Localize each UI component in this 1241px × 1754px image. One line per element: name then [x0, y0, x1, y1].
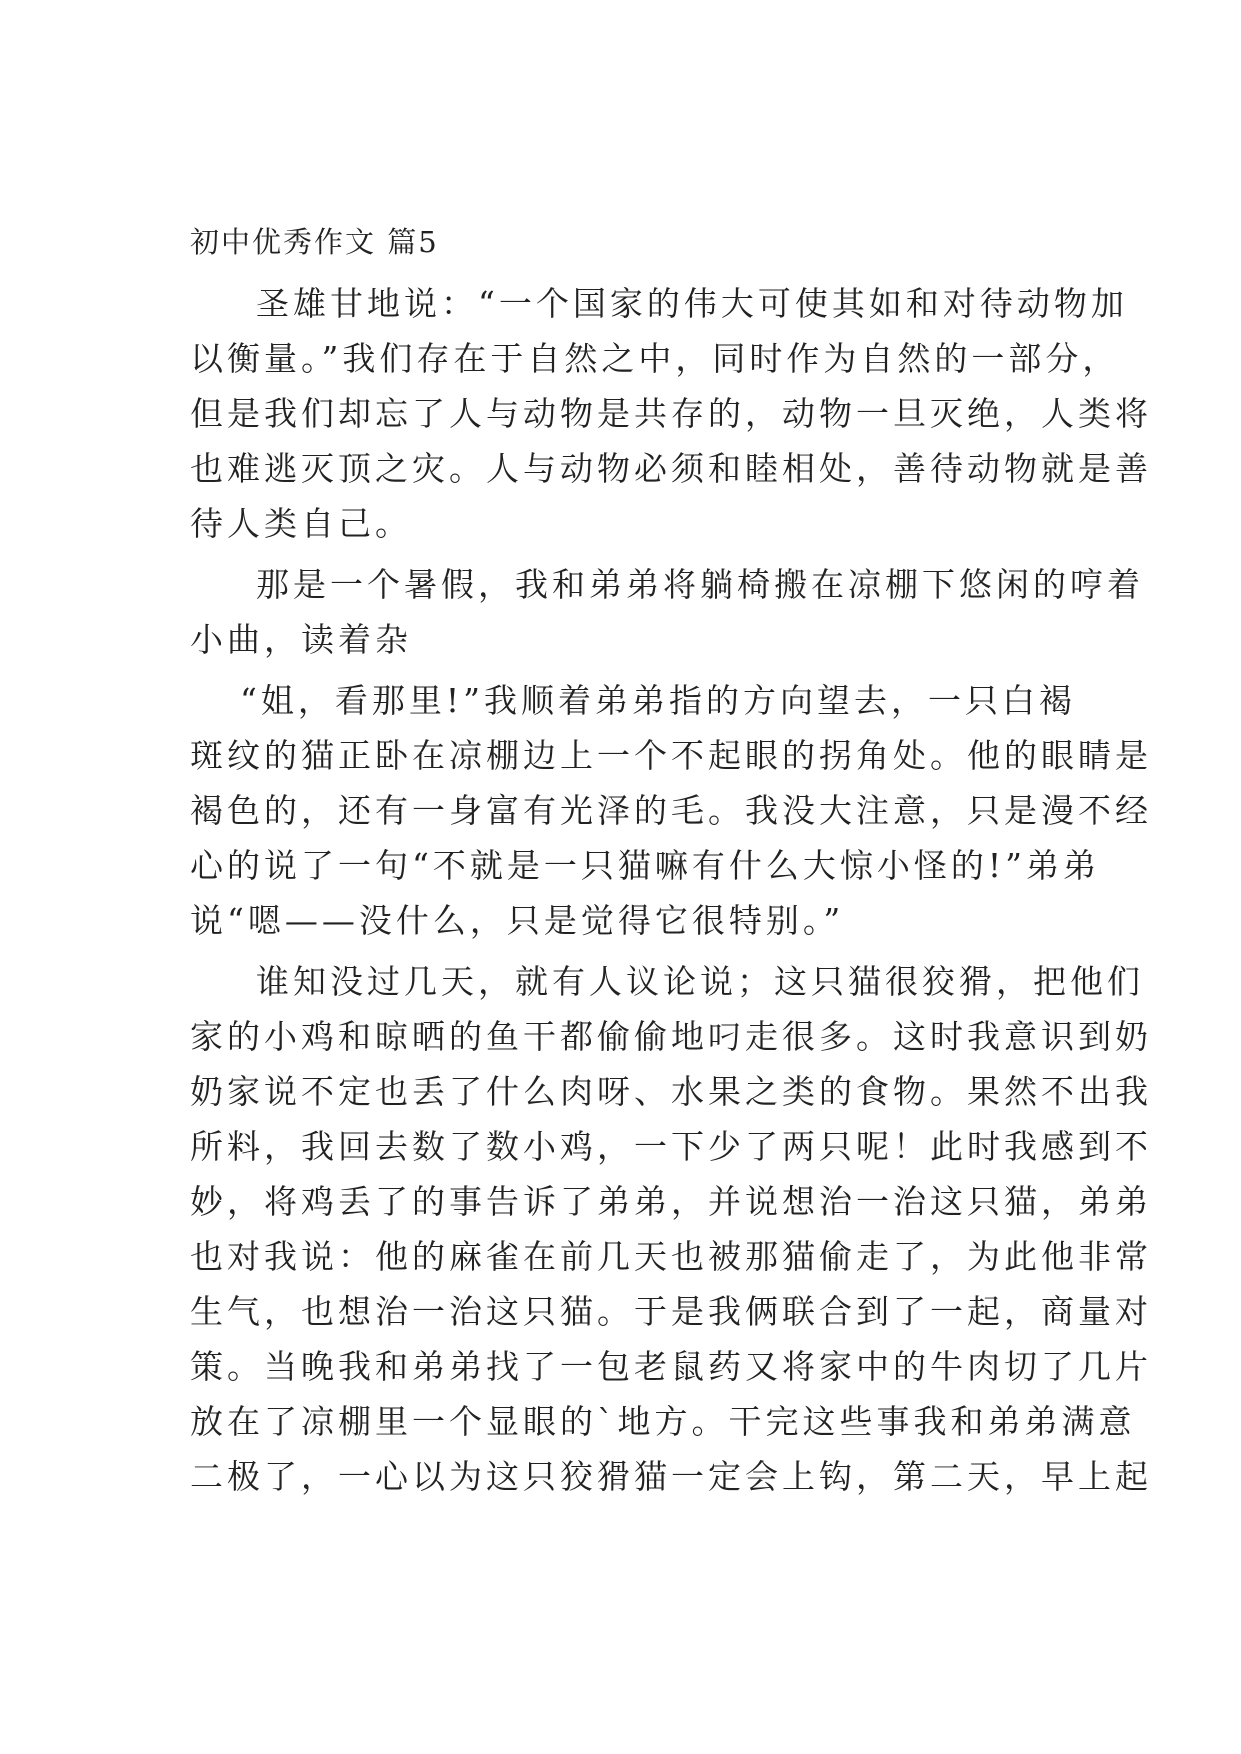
paragraph-line: 谁知没过几天，就有人议论说；这只猫很狡猾，把他们 — [256, 962, 1144, 1001]
paragraph-line: 心的说了一句“不就是一只猫嘛有什么大惊小怪的!”弟弟 — [190, 846, 1101, 885]
paragraph-line: 那是一个暑假，我和弟弟将躺椅搬在凉棚下悠闲的哼着 — [256, 565, 1144, 604]
paragraph-line: 也难逃灭顶之灾。人与动物必须和睦相处，善待动物就是善 — [190, 449, 1152, 488]
paragraph-line: “姐，看那里!”我顺着弟弟指的方向望去，一只白褐 — [240, 681, 1077, 720]
paragraph-line: 小曲，读着杂 — [190, 620, 412, 659]
paragraph-line: 圣雄甘地说：“一个国家的伟大可使其如和对待动物加 — [256, 284, 1128, 323]
paragraph-line: 待人类自己。 — [190, 504, 412, 543]
paragraph-line: 褐色的，还有一身富有光泽的毛。我没大注意，只是漫不经 — [190, 791, 1152, 830]
paragraph-line: 家的小鸡和晾晒的鱼干都偷偷地叼走很多。这时我意识到奶 — [190, 1017, 1152, 1056]
paragraph-line: 生气，也想治一治这只猫。于是我俩联合到了一起，商量对 — [190, 1292, 1152, 1331]
paragraph-line: 也对我说：他的麻雀在前几天也被那猫偷走了，为此他非常 — [190, 1237, 1152, 1276]
document-body — [190, 222, 1152, 1504]
paragraph-line: 二极了，一心以为这只狡猾猫一定会上钩，第二天，早上起 — [190, 1457, 1152, 1496]
document-title: 初中优秀作文 篇5 — [190, 225, 439, 259]
paragraph-line: 所料，我回去数了数小鸡，一下少了两只呢！此时我感到不 — [190, 1127, 1152, 1166]
paragraph-1 — [190, 276, 1152, 551]
paragraph-line: 策。当晚我和弟弟找了一包老鼠药又将家中的牛肉切了几片 — [190, 1347, 1152, 1386]
paragraph-3 — [190, 673, 1152, 948]
paragraph-2 — [190, 557, 1144, 667]
paragraph-line: 妙，将鸡丢了的事告诉了弟弟，并说想治一治这只猫，弟弟 — [190, 1182, 1152, 1221]
paragraph-line: 以衡量。”我们存在于自然之中，同时作为自然的一部分， — [190, 339, 1120, 378]
paragraph-line: 说“嗯——没什么，只是觉得它很特别。” — [190, 901, 845, 940]
paragraph-line: 但是我们却忘了人与动物是共存的，动物一旦灭绝，人类将 — [190, 394, 1152, 433]
paragraph-line: 斑纹的猫正卧在凉棚边上一个不起眼的拐角处。他的眼睛是 — [190, 736, 1152, 775]
paragraph-4 — [190, 954, 1152, 1504]
paragraph-line: 放在了凉棚里一个显眼的`地方。干完这些事我和弟弟满意 — [190, 1402, 1136, 1441]
paragraph-line: 奶家说不定也丢了什么肉呀、水果之类的食物。果然不出我 — [190, 1072, 1152, 1111]
